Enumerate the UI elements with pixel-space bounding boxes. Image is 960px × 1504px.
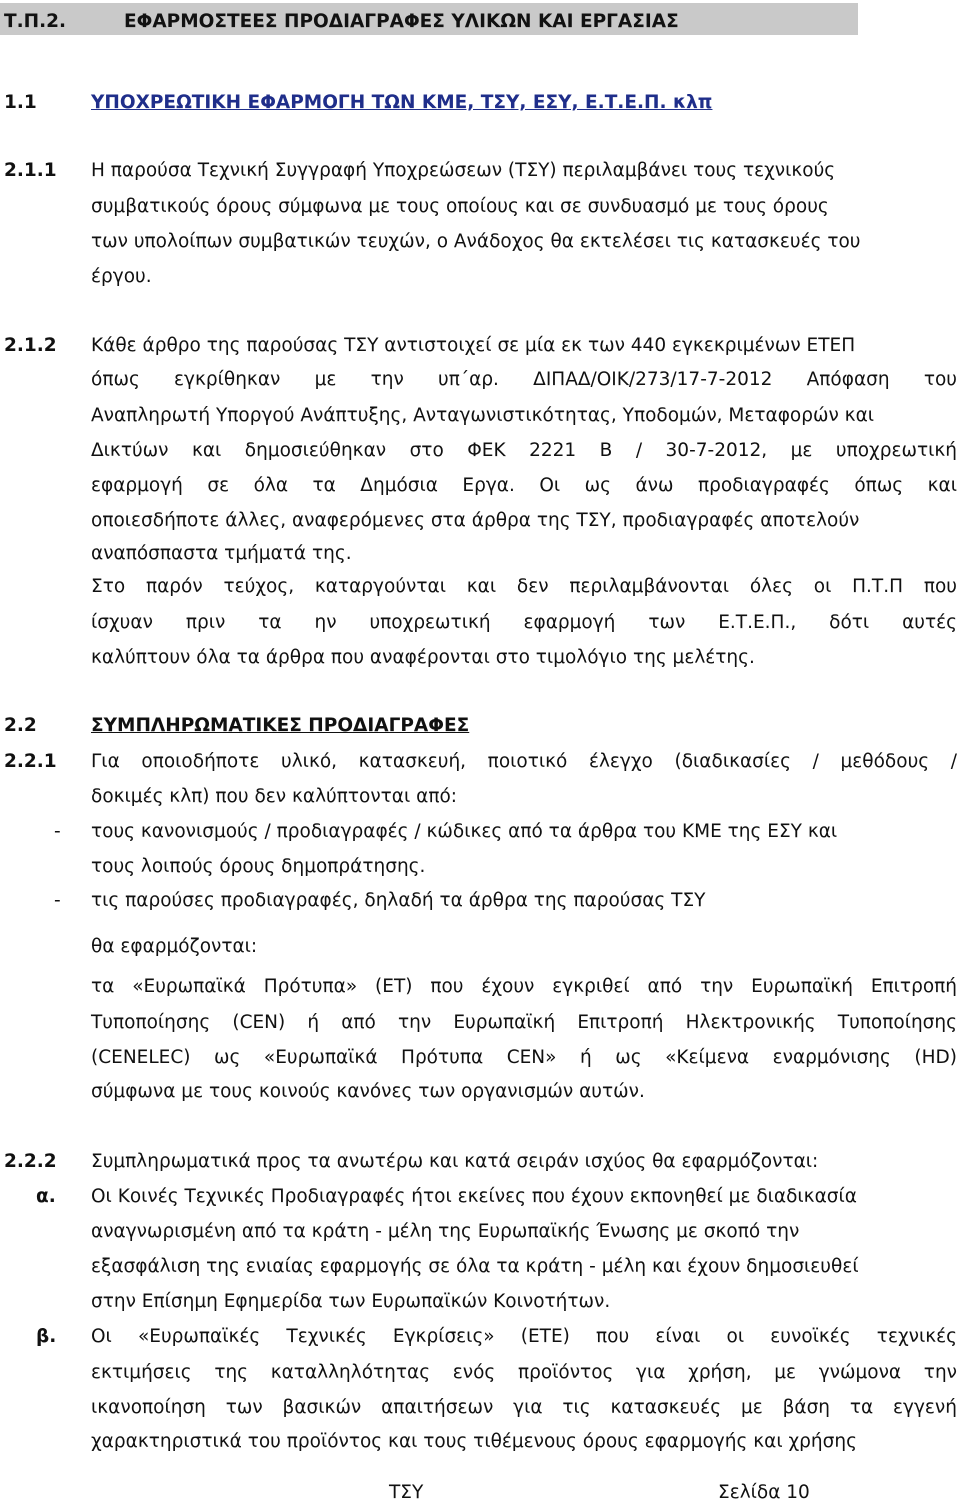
paragraph-2-1-2-line-1: Κάθε άρθρο της παρούσας ΤΣΥ αντιστοιχεί σε μία εκ των 440 εγκεκριμένων ΕΤΕΠ: [91, 335, 856, 356]
section-title-1-1: ΥΠΟΧΡΕΩΤΙΚΗ ΕΦΑΡΜΟΓΗ ΤΩΝ ΚΜΕ, ΤΣΥ, ΕΣΥ, Ε.Τ.Ε.Π. κλπ: [91, 92, 713, 113]
item-b-line-4: χαρακτηριστικά του προϊόντος και τους τιθέμενους όρους εφαρμογής και χρήσης: [91, 1431, 857, 1452]
bullet-1-line-1: τους κανονισμούς / προδιαγραφές / κώδικες από τα άρθρα του ΚΜΕ της ΕΣΥ και: [91, 821, 838, 842]
paragraph-2-2-1-line-3: τα «Ευρωπαϊκά Πρότυπα» (ΕΤ) που έχουν εγκριθεί από την Ευρωπαϊκή Επιτροπή: [91, 976, 957, 997]
paragraph-2-1-2-line-3: Αναπληρωτή Υποργού Ανάπτυξης, Ανταγωνιστικότητας, Υποδομών, Μεταφορών και: [91, 405, 875, 426]
item-b-line-2: εκτιμήσεις της καταλληλότητας ενός προϊόντος για χρήση, με γνώμονα την: [91, 1362, 957, 1383]
paragraph-2-1-2-line-5: εφαρμογή σε όλα τα Δημόσια Εργα. Οι ως άνω προδιαγραφές όπως και: [91, 475, 957, 496]
item-a-line-4: στην Επίσημη Εφημερίδα των Ευρωπαϊκών Κοινοτήτων.: [91, 1291, 611, 1312]
paragraph-2-2-1-line-6: σύμφωνα με τους κοινούς κανόνες των οργανισμών αυτών.: [91, 1081, 645, 1102]
bullet-2-line-1: τις παρούσες προδιαγραφές, δηλαδή τα άρθρα της παρούσας ΤΣΥ: [91, 890, 706, 911]
document-header: [0, 3, 858, 35]
paragraph-number-2-2-2: 2.2.2: [4, 1151, 57, 1172]
item-a-line-1: Οι Κοινές Τεχνικές Προδιαγραφές ήτοι εκείνες που έχουν εκπονηθεί με διαδικασία: [91, 1186, 857, 1207]
paragraph-2-1-2-line-4: Δικτύων και δημοσιεύθηκαν στο ΦΕΚ 2221 Β / 30-7-2012, με υποχρεωτική: [91, 440, 957, 461]
item-b-line-1: Οι «Ευρωπαϊκές Τεχνικές Εγκρίσεις» (ΕΤΕ) που είναι οι ευνοϊκές τεχνικές: [91, 1326, 957, 1347]
apply-intro: θα εφαρμόζονται:: [91, 936, 258, 957]
paragraph-2-2-1-line-4: Τυποποίησης (CEN) ή από την Ευρωπαϊκή Επιτροπή Ηλεκτρονικής Τυποποίησης: [91, 1012, 957, 1033]
paragraph-2-1-2-line-10: καλύπτουν όλα τα άρθρα που αναφέρονται στο τιμολόγιο της μελέτης.: [91, 647, 755, 668]
paragraph-number-2-1-2: 2.1.2: [4, 335, 57, 356]
paragraph-2-2-1-line-1: Για οποιοδήποτε υλικό, κατασκευή, ποιοτικό έλεγχο (διαδικασίες / μεθόδους /: [91, 751, 957, 772]
paragraph-2-1-2-line-9: ίσχυαν πριν τα ην υποχρεωτική εφαρμογή των Ε.Τ.Ε.Π., δότι αυτές: [91, 612, 957, 633]
item-a-label: α.: [36, 1186, 56, 1207]
paragraph-2-1-1-line-4: έργου.: [91, 266, 152, 287]
paragraph-2-1-2-line-2: όπως εγκρίθηκαν με την υπ΄αρ. ΔΙΠΑΔ/ΟΙΚ/273/17-7-2012 Απόφαση του: [91, 369, 957, 390]
paragraph-2-1-2-line-7: αναπόσπαστα τμήματά της.: [91, 543, 352, 564]
paragraph-number-2-1-1: 2.1.1: [4, 160, 57, 181]
paragraph-2-1-1-line-2: συμβατικούς όρους σύμφωνα με τους οποίους και σε συνδυασμό με τους όρους: [91, 196, 829, 217]
document-title: ΕΦΑΡΜΟΣΤΕΕΣ ΠΡΟΔΙΑΓΡΑΦΕΣ ΥΛΙΚΩΝ ΚΑΙ ΕΡΓΑΣΙΑΣ: [124, 11, 679, 32]
bullet-dash: -: [54, 890, 61, 911]
section-number-2-2: 2.2: [4, 715, 37, 736]
item-b-label: β.: [36, 1326, 57, 1347]
section-number-1-1: 1.1: [4, 92, 37, 113]
paragraph-2-1-1-line-1: Η παρούσα Τεχνική Συγγραφή Υποχρεώσεων (ΤΣΥ) περιλαμβάνει τους τεχνικούς: [91, 160, 836, 181]
bullet-dash: -: [54, 821, 61, 842]
item-a-line-2: αναγνωρισμένη από τα κράτη - μέλη της Ευρωπαϊκής Ένωσης με σκοπό την: [91, 1221, 800, 1242]
footer-page-number: Σελίδα 10: [718, 1482, 810, 1503]
section-title-2-2: ΣΥΜΠΛΗΡΩΜΑΤΙΚΕΣ ΠΡΟΔΙΑΓΡΑΦΕΣ: [91, 715, 470, 736]
paragraph-2-1-2-line-6: οποιεσδήποτε άλλες, αναφερόμενες στα άρθρα της ΤΣΥ, προδιαγραφές αποτελούν: [91, 510, 860, 531]
paragraph-2-2-2-line-1: Συμπληρωματικά προς τα ανωτέρω και κατά σειράν ισχύος θα εφαρμόζονται:: [91, 1151, 819, 1172]
paragraph-2-1-1-line-3: των υπολοίπων συμβατικών τευχών, ο Ανάδοχος θα εκτελέσει τις κατασκευές του: [91, 231, 861, 252]
paragraph-2-1-2-line-8: Στο παρόν τεύχος, καταργούνται και δεν περιλαμβάνονται όλες οι Π.Τ.Π που: [91, 576, 957, 597]
bullet-1-line-2: τους λοιπούς όρους δημοπράτησης.: [91, 856, 426, 877]
item-b-line-3: ικανοποίηση των βασικών απαιτήσεων για τις κατασκευές με βάση τα εγγενή: [91, 1397, 957, 1418]
header-row: [4, 11, 679, 32]
paragraph-number-2-2-1: 2.2.1: [4, 751, 57, 772]
footer-doc-label: ΤΣΥ: [389, 1482, 424, 1503]
document-code: Τ.Π.2.: [4, 11, 67, 32]
paragraph-2-2-1-line-5: (CENELEC) ως «Ευρωπαϊκά Πρότυπα CEN» ή ως «Κείμενα εναρμόνισης (HD): [91, 1047, 957, 1068]
paragraph-2-2-1-line-2: δοκιμές κλπ) που δεν καλύπτονται από:: [91, 786, 458, 807]
item-a-line-3: εξασφάλιση της ενιαίας εφαρμογής σε όλα τα κράτη - μέλη και έχουν δημοσιευθεί: [91, 1256, 859, 1277]
